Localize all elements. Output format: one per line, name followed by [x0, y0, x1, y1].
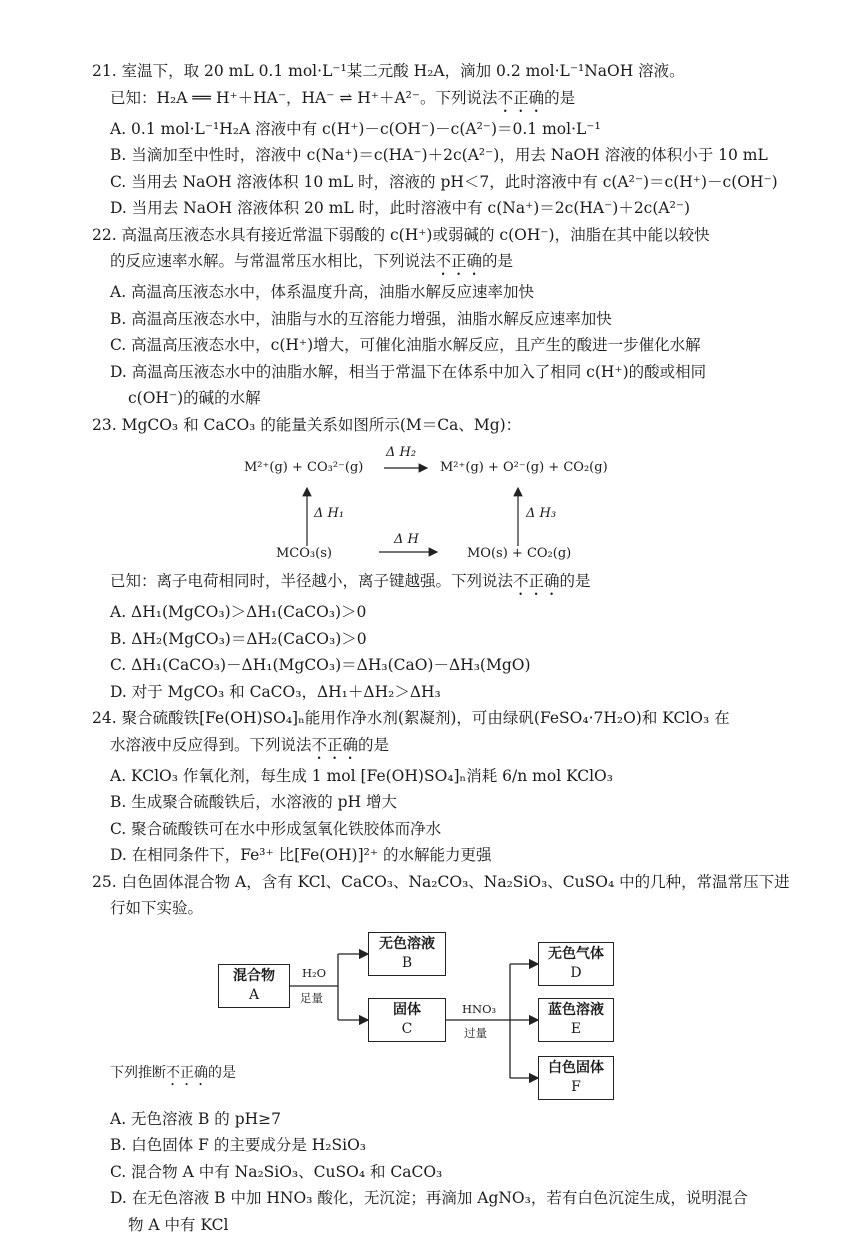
q24-option-c: C. 聚合硫酸铁可在水中形成氢氧化铁胶体而净水: [92, 816, 792, 843]
q25-stem: 25. 白色固体混合物 A，含有 KCl、CaCO₃、Na₂CO₃、Na₂SiO₃、CuSO₄ 中的几种，常温常压下进: [92, 869, 792, 896]
question-23: [92, 412, 792, 706]
q25-option-b: B. 白色固体 F 的主要成分是 H₂SiO₃: [92, 1132, 792, 1159]
question-22: [92, 222, 792, 412]
q25-infer: 下列推断不正确的是: [110, 1060, 236, 1089]
q24-option-b: B. 生成聚合硫酸铁后，水溶液的 pH 增大: [92, 789, 792, 816]
q24-option-d: D. 在相同条件下，Fe³⁺ 比[Fe(OH)]²⁺ 的水解能力更强: [92, 842, 792, 869]
q24-stem: 24. 聚合硫酸铁[Fe(OH)SO₄]ₙ能用作净水剂(絮凝剂)，可由绿矾(FeSO₄·7H₂O)和 KClO₃ 在: [92, 705, 792, 732]
q25-option-d-cont: 物 A 中有 KCl: [92, 1212, 792, 1238]
emphasis-not-correct: 不正确: [166, 1065, 208, 1081]
box-mixture-a: 混合物 A: [218, 964, 290, 1008]
box-gas-d: 无色气体 D: [538, 942, 614, 986]
diagram-bottom-left: MCO₃(s): [276, 546, 332, 561]
energy-diagram: [92, 442, 792, 562]
box-solution-b: 无色溶液 B: [368, 932, 446, 976]
emphasis-not-correct: 不正确: [513, 572, 560, 590]
q23-option-c: C. ΔH₁(CaCO₃)－ΔH₁(MgCO₃)＝ΔH₃(CaO)－ΔH₃(MgO): [92, 652, 792, 679]
label-guoliang: 过量: [464, 1025, 487, 1041]
box-solid-f: 白色固体 F: [538, 1056, 614, 1100]
q21-option-a: A. 0.1 mol·L⁻¹H₂A 溶液中有 c(H⁺)－c(OH⁻)－c(A²⁻)＝0.1 mol·L⁻¹: [92, 116, 792, 143]
label-hno3: HNO₃: [462, 1002, 496, 1016]
q21-option-d: D. 当用去 NaOH 溶液体积 20 mL 时，此时溶液中有 c(Na⁺)＝2c(HA⁻)＋2c(A²⁻): [92, 195, 792, 222]
q24-option-a: A. KClO₃ 作氧化剂，每生成 1 mol [Fe(OH)SO₄]ₙ消耗 6/n mol KClO₃: [92, 763, 792, 790]
q23-stem: 23. MgCO₃ 和 CaCO₃ 的能量关系如图所示(M＝Ca、Mg)：: [92, 412, 792, 439]
question-21: [92, 58, 792, 222]
q23-known: 已知：离子电荷相同时，半径越小，离子键越强。下列说法不正确的是: [92, 568, 792, 599]
box-solid-c: 固体 C: [368, 998, 446, 1042]
q23-option-d: D. 对于 MgCO₃ 和 CaCO₃，ΔH₁＋ΔH₂＞ΔH₃: [92, 679, 792, 706]
diagram-dh: Δ H: [394, 532, 419, 547]
emphasis-not-correct: 不正确: [498, 89, 545, 107]
emphasis-not-correct: 不正确: [312, 736, 359, 754]
q22-stem-2: 的反应速率水解。与常温常压水相比，下列说法不正确的是: [92, 248, 792, 279]
q22-option-d-cont: c(OH⁻)的碱的水解: [92, 385, 792, 412]
diagram-bottom-right: MO(s) + CO₂(g): [467, 546, 571, 561]
q24-stem-2: 水溶液中反应得到。下列说法不正确的是: [92, 732, 792, 763]
question-25: [92, 869, 792, 1238]
q23-option-a: A. ΔH₁(MgCO₃)＞ΔH₁(CaCO₃)＞0: [92, 599, 792, 626]
q21-known: 已知：H₂A ══ H⁺＋HA⁻，HA⁻ ⇌ H⁺＋A²⁻。下列说法不正确的是: [92, 85, 792, 116]
q22-option-b: B. 高温高压液态水中，油脂与水的互溶能力增强，油脂水解反应速率加快: [92, 306, 792, 333]
box-solution-e: 蓝色溶液 E: [538, 998, 614, 1042]
q25-option-c: C. 混合物 A 中有 Na₂SiO₃、CuSO₄ 和 CaCO₃: [92, 1159, 792, 1186]
experiment-flowchart: [92, 928, 792, 1104]
label-zuliang: 足量: [300, 990, 323, 1006]
q25-option-a: A. 无色溶液 B 的 pH≥7: [92, 1106, 792, 1133]
q22-option-d: D. 高温高压液态水中的油脂水解，相当于常温下在体系中加入了相同 c(H⁺)的酸或相同: [92, 359, 792, 386]
label-h2o: H₂O: [302, 966, 326, 980]
diagram-dh2: Δ H₂: [386, 445, 416, 460]
diagram-top-right: M²⁺(g) + O²⁻(g) + CO₂(g): [440, 460, 608, 475]
exam-page: [92, 58, 792, 1238]
q25-stem-2: 行如下实验。: [92, 895, 792, 922]
q21-option-b: B. 当滴加至中性时，溶液中 c(Na⁺)＝c(HA⁻)＋2c(A²⁻)，用去 NaOH 溶液的体积小于 10 mL: [92, 142, 792, 169]
q23-option-b: B. ΔH₂(MgCO₃)＝ΔH₂(CaCO₃)＞0: [92, 626, 792, 653]
q21-stem: 21. 室温下，取 20 mL 0.1 mol·L⁻¹某二元酸 H₂A，滴加 0.2 mol·L⁻¹NaOH 溶液。: [92, 58, 792, 85]
q21-option-c: C. 当用去 NaOH 溶液体积 10 mL 时，溶液的 pH＜7，此时溶液中有 c(A²⁻)＝c(H⁺)－c(OH⁻): [92, 169, 792, 196]
diagram-dh3: Δ H₃: [526, 506, 556, 521]
diagram-top-left: M²⁺(g) + CO₃²⁻(g): [244, 460, 363, 475]
q22-stem: 22. 高温高压液态水具有接近常温下弱酸的 c(H⁺)或弱碱的 c(OH⁻)，油脂在其中能以较快: [92, 222, 792, 249]
q22-option-a: A. 高温高压液态水中，体系温度升高，油脂水解反应速率加快: [92, 279, 792, 306]
q25-option-d: D. 在无色溶液 B 中加 HNO₃ 酸化，无沉淀；再滴加 AgNO₃，若有白色沉淀生成，说明混合: [92, 1185, 792, 1212]
q22-option-c: C. 高温高压液态水中，c(H⁺)增大，可催化油脂水解反应，且产生的酸进一步催化水解: [92, 332, 792, 359]
emphasis-not-correct: 不正确: [436, 252, 483, 270]
diagram-dh1: Δ H₁: [314, 506, 344, 521]
question-24: [92, 705, 792, 869]
